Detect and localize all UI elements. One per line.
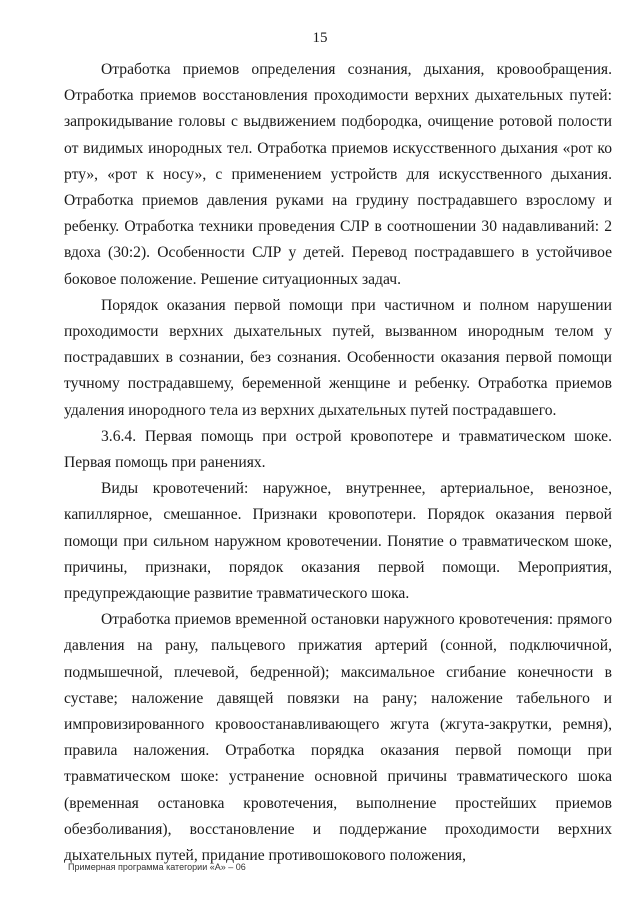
page-body xyxy=(64,57,612,869)
paragraph-bleeding-types: Виды кровотечений: наружное, внутреннее, артериальное, венозное, капиллярное, смешанное. Признаки кровопотери. Порядок оказания первой помощи при сильном наружном кровотечении. Понятие о травматическом шоке, причины, признаки, порядок оказания первой помощи. Мероприятия, предупреждающие развитие травматического шока. xyxy=(64,480,612,603)
paragraph-airway-obstruction: Порядок оказания первой помощи при частичном и полном нарушении проходимости верхних дыхательных путей, вызванном инородным телом у пострадавших в сознании, без сознания. Особенности оказания первой помощи тучному пострадавшему, беременной женщине и ребенку. Отработка приемов удаления инородного тела из верхних дыхательных путей пострадавшего. xyxy=(64,296,612,419)
section-heading-3-6-4: 3.6.4. Первая помощь при острой кровопотере и травматическом шоке. Первая помощь при ранениях. xyxy=(64,427,612,472)
page-number: 15 xyxy=(312,30,328,46)
paragraph-bleeding-control-practice: Отработка приемов временной остановки наружного кровотечения: прямого давления на рану, пальцевого прижатия артерий (сонной, подключичной, подмышечной, плечевой, бедренной); максимальное сгибание конечности в суставе; наложение давящей повязки на рану; наложение табельного и импровизированного кровоостанавливающего жгута (жгута-закрутки, ремня), правила наложения. Отработка порядка оказания первой помощи при травматическом шоке: устранение основной причины травматического шока (временная остановка кровотечения, выполнение простейших приемов обезболивания), восстановление и поддержание проходимости верхних дыхательных путей, придание противошокового положения, xyxy=(64,611,612,865)
page-footer: Примерная программа категории «А» – 06 xyxy=(68,862,246,872)
paragraph-first-aid-practice: Отработка приемов определения сознания, дыхания, кровообращения. Отработка приемов восстановления проходимости верхних дыхательных путей: запрокидывание головы с выдвижением подбородка, очищение ротовой полости от видимых инородных тел. Отработка приемов искусственного дыхания «рот ко рту», «рот к носу», с применением устройств для искусственного дыхания. Отработка приемов давления руками на грудину пострадавшего взрослому и ребенку. Отработка техники проведения СЛР в соотношении 30 надавливаний: 2 вдоха (30:2). Особенности СЛР у детей. Перевод пострадавшего в устойчивое боковое положение. Решение ситуационных задач. xyxy=(64,61,612,288)
